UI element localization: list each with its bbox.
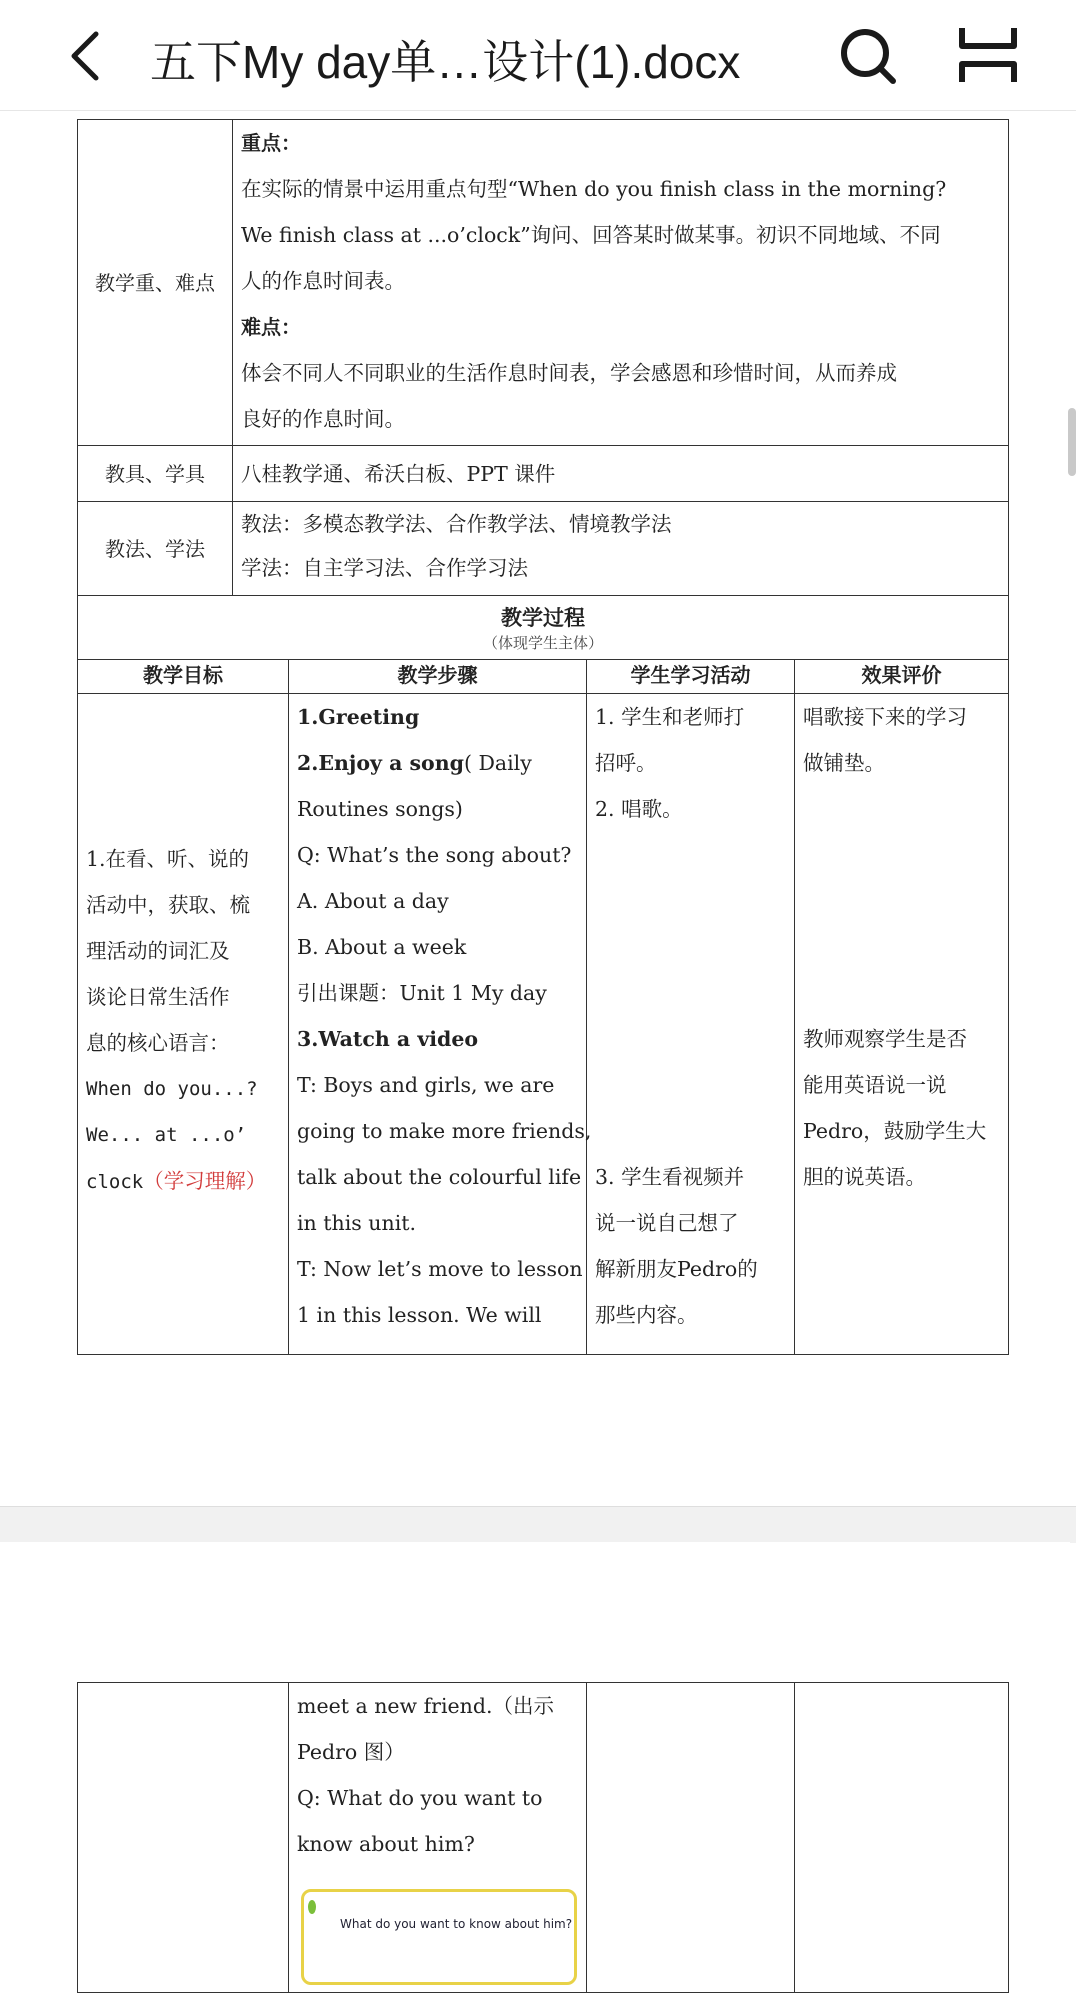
focus-content: 重点： 在实际的情景中运用重点句型“When do you finish class in the morning? We finish class at ...o’clock”询问、回答某时做某事。初识不同地域、不同 人的作息时间表。 难点： 体会不同人不同职业的生活作息时间表，学会感恩和珍惜时间，从而养成 良好的作息时间。 — [233, 120, 1009, 446]
col-activity-header: 学生学习活动 — [587, 660, 795, 694]
info-table — [77, 119, 1009, 660]
menu-icon[interactable] — [956, 24, 1020, 86]
col-steps-header: 教学步骤 — [289, 660, 587, 694]
methods-content: 教法：多模态教学法、合作教学法、情境教学法 学法：自主学习法、合作学习法 — [233, 502, 1009, 596]
col-goal-header: 教学目标 — [78, 660, 289, 694]
scrollbar-thumb[interactable] — [1068, 408, 1076, 476]
activity-cell: 1. 学生和老师打 招呼。 2. 唱歌。 3. 学生看视频并 说一说自己想了 解新朋友Pedro的 那些内容。 — [587, 694, 795, 1355]
chevron-left-icon[interactable] — [62, 28, 110, 84]
col-eval-header: 效果评价 — [795, 660, 1009, 694]
process-table-continued — [77, 1682, 1009, 1993]
tools-label: 教具、学具 — [78, 446, 233, 502]
eval-cell-continued — [795, 1683, 1009, 1993]
app-header — [0, 0, 1076, 111]
tools-content: 八桂教学通、希沃白板、PPT 课件 — [233, 446, 1009, 502]
document-title: 五下My day单…设计(1).docx — [150, 36, 741, 88]
leaf-icon — [308, 1900, 316, 1914]
methods-label: 教法、学法 — [78, 502, 233, 596]
eval-cell: 唱歌接下来的学习 做铺垫。 教师观察学生是否 能用英语说一说 Pedro，鼓励学生大 胆的说英语。 — [795, 694, 1009, 1355]
learning-type-label: （学习理解） — [143, 1169, 267, 1193]
slide-question: What do you want to know about him? — [340, 1917, 573, 1931]
page-separator — [0, 1506, 1076, 1543]
goal-cell-continued — [78, 1683, 289, 1993]
slide-thumbnail[interactable] — [301, 1889, 577, 1985]
document-page-2[interactable] — [0, 1542, 1070, 1976]
document-page-1[interactable] — [0, 111, 1070, 1506]
activity-cell-continued — [587, 1683, 795, 1993]
steps-cell: 1.Greeting 2.Enjoy a song( Daily Routines songs) Q: What’s the song about? A. About a day B. About a week 引出课题：Unit 1 My day 3.Watch a video T: Boys and girls, we are going to make more friends, talk about the colourful life in this unit. T: Now let’s move to lesson 1 in this lesson. We will — [289, 694, 587, 1355]
focus-label: 教学重、难点 — [78, 120, 233, 446]
steps-cell-continued: meet a new friend.（出示 Pedro 图） Q: What do you want to know about him? What do you want to know about him? — [289, 1683, 587, 1993]
process-header: 教学过程 （体现学生主体） — [78, 596, 1009, 660]
goal-cell: 1.在看、听、说的 活动中，获取、梳 理活动的词汇及 谈论日常生活作 息的核心语言： When do you...? We... at ...o’ clock（学习理解） — [78, 694, 289, 1355]
process-table — [77, 659, 1009, 1355]
search-icon[interactable] — [838, 26, 898, 86]
